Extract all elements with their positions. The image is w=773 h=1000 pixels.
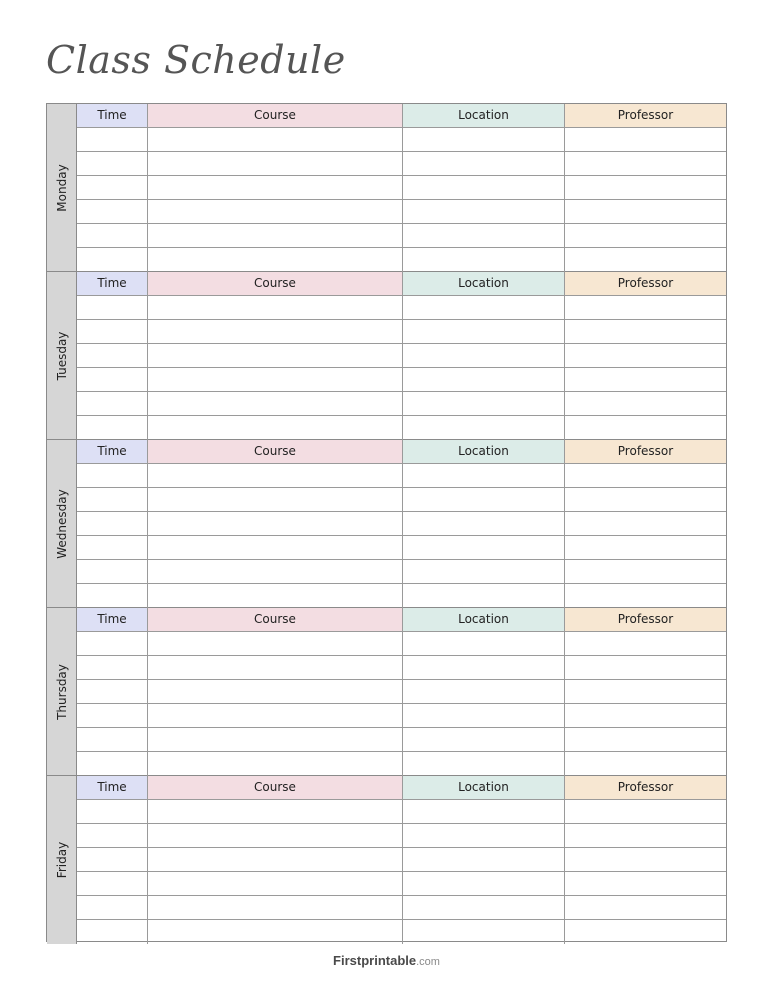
day-grid: [77, 608, 726, 776]
location-cell: [403, 896, 565, 920]
footer-credit: [0, 953, 773, 968]
course-cell: [148, 704, 403, 728]
location-cell: [403, 128, 565, 152]
column-header-course: Course: [148, 272, 403, 296]
course-cell: [148, 680, 403, 704]
time-cell: [77, 368, 148, 392]
professor-cell: [565, 344, 726, 368]
location-cell: [403, 512, 565, 536]
day-block-thursday: [47, 608, 726, 776]
day-block-friday: [47, 776, 726, 944]
day-label: [47, 608, 77, 775]
page-title: Class Schedule: [46, 38, 346, 82]
course-cell: [148, 752, 403, 776]
course-cell: [148, 416, 403, 440]
time-cell: [77, 176, 148, 200]
professor-cell: [565, 128, 726, 152]
day-name: Wednesday: [54, 488, 69, 559]
course-cell: [148, 128, 403, 152]
day-grid: [77, 104, 726, 272]
location-cell: [403, 824, 565, 848]
professor-cell: [565, 824, 726, 848]
course-cell: [148, 224, 403, 248]
column-header-professor: Professor: [565, 608, 726, 632]
professor-cell: [565, 704, 726, 728]
location-cell: [403, 728, 565, 752]
professor-cell: [565, 752, 726, 776]
course-cell: [148, 728, 403, 752]
professor-cell: [565, 536, 726, 560]
day-name: Tuesday: [54, 331, 69, 380]
course-cell: [148, 632, 403, 656]
location-cell: [403, 680, 565, 704]
column-header-location: Location: [403, 608, 565, 632]
column-header-location: Location: [403, 776, 565, 800]
professor-cell: [565, 920, 726, 944]
professor-cell: [565, 896, 726, 920]
location-cell: [403, 536, 565, 560]
course-cell: [148, 392, 403, 416]
course-cell: [148, 176, 403, 200]
professor-cell: [565, 584, 726, 608]
course-cell: [148, 800, 403, 824]
location-cell: [403, 248, 565, 272]
time-cell: [77, 128, 148, 152]
day-label: [47, 104, 77, 271]
day-name: Thursday: [54, 663, 69, 720]
time-cell: [77, 560, 148, 584]
course-cell: [148, 656, 403, 680]
column-header-time: Time: [77, 440, 148, 464]
day-block-monday: [47, 104, 726, 272]
footer-brand: Firstprintable: [333, 953, 417, 968]
course-cell: [148, 296, 403, 320]
location-cell: [403, 752, 565, 776]
course-cell: [148, 536, 403, 560]
time-cell: [77, 824, 148, 848]
day-label: [47, 440, 77, 607]
column-header-course: Course: [148, 104, 403, 128]
location-cell: [403, 488, 565, 512]
location-cell: [403, 920, 565, 944]
location-cell: [403, 344, 565, 368]
time-cell: [77, 800, 148, 824]
course-cell: [148, 488, 403, 512]
time-cell: [77, 320, 148, 344]
day-label: [47, 272, 77, 439]
time-cell: [77, 656, 148, 680]
professor-cell: [565, 296, 726, 320]
time-cell: [77, 680, 148, 704]
time-cell: [77, 728, 148, 752]
column-header-location: Location: [403, 440, 565, 464]
professor-cell: [565, 872, 726, 896]
professor-cell: [565, 152, 726, 176]
professor-cell: [565, 200, 726, 224]
professor-cell: [565, 224, 726, 248]
column-header-time: Time: [77, 104, 148, 128]
professor-cell: [565, 560, 726, 584]
location-cell: [403, 176, 565, 200]
column-header-course: Course: [148, 776, 403, 800]
location-cell: [403, 368, 565, 392]
location-cell: [403, 848, 565, 872]
time-cell: [77, 344, 148, 368]
day-block-wednesday: [47, 440, 726, 608]
course-cell: [148, 584, 403, 608]
location-cell: [403, 296, 565, 320]
professor-cell: [565, 392, 726, 416]
location-cell: [403, 464, 565, 488]
course-cell: [148, 200, 403, 224]
location-cell: [403, 392, 565, 416]
day-label: [47, 776, 77, 944]
professor-cell: [565, 656, 726, 680]
footer-tld: .com: [416, 956, 440, 968]
location-cell: [403, 632, 565, 656]
day-block-tuesday: [47, 272, 726, 440]
professor-cell: [565, 800, 726, 824]
professor-cell: [565, 680, 726, 704]
location-cell: [403, 584, 565, 608]
professor-cell: [565, 320, 726, 344]
course-cell: [148, 824, 403, 848]
day-grid: [77, 776, 726, 944]
location-cell: [403, 152, 565, 176]
course-cell: [148, 248, 403, 272]
location-cell: [403, 872, 565, 896]
professor-cell: [565, 248, 726, 272]
professor-cell: [565, 464, 726, 488]
time-cell: [77, 296, 148, 320]
time-cell: [77, 752, 148, 776]
column-header-location: Location: [403, 104, 565, 128]
time-cell: [77, 488, 148, 512]
time-cell: [77, 152, 148, 176]
column-header-time: Time: [77, 608, 148, 632]
time-cell: [77, 392, 148, 416]
course-cell: [148, 896, 403, 920]
time-cell: [77, 536, 148, 560]
column-header-time: Time: [77, 776, 148, 800]
professor-cell: [565, 176, 726, 200]
course-cell: [148, 344, 403, 368]
time-cell: [77, 224, 148, 248]
schedule-table: [46, 103, 727, 942]
professor-cell: [565, 368, 726, 392]
day-name: Monday: [54, 163, 69, 212]
professor-cell: [565, 848, 726, 872]
location-cell: [403, 200, 565, 224]
professor-cell: [565, 728, 726, 752]
course-cell: [148, 848, 403, 872]
course-cell: [148, 464, 403, 488]
professor-cell: [565, 488, 726, 512]
location-cell: [403, 320, 565, 344]
location-cell: [403, 656, 565, 680]
location-cell: [403, 800, 565, 824]
day-grid: [77, 440, 726, 608]
course-cell: [148, 872, 403, 896]
location-cell: [403, 560, 565, 584]
day-grid: [77, 272, 726, 440]
time-cell: [77, 920, 148, 944]
course-cell: [148, 368, 403, 392]
location-cell: [403, 416, 565, 440]
column-header-time: Time: [77, 272, 148, 296]
course-cell: [148, 152, 403, 176]
course-cell: [148, 320, 403, 344]
time-cell: [77, 704, 148, 728]
time-cell: [77, 464, 148, 488]
time-cell: [77, 872, 148, 896]
column-header-professor: Professor: [565, 272, 726, 296]
time-cell: [77, 248, 148, 272]
time-cell: [77, 200, 148, 224]
professor-cell: [565, 632, 726, 656]
course-cell: [148, 920, 403, 944]
column-header-location: Location: [403, 272, 565, 296]
column-header-course: Course: [148, 440, 403, 464]
course-cell: [148, 560, 403, 584]
professor-cell: [565, 416, 726, 440]
course-cell: [148, 512, 403, 536]
time-cell: [77, 512, 148, 536]
time-cell: [77, 896, 148, 920]
column-header-professor: Professor: [565, 440, 726, 464]
location-cell: [403, 704, 565, 728]
time-cell: [77, 584, 148, 608]
column-header-professor: Professor: [565, 104, 726, 128]
location-cell: [403, 224, 565, 248]
time-cell: [77, 416, 148, 440]
time-cell: [77, 848, 148, 872]
professor-cell: [565, 512, 726, 536]
column-header-professor: Professor: [565, 776, 726, 800]
day-name: Friday: [54, 841, 69, 879]
column-header-course: Course: [148, 608, 403, 632]
time-cell: [77, 632, 148, 656]
